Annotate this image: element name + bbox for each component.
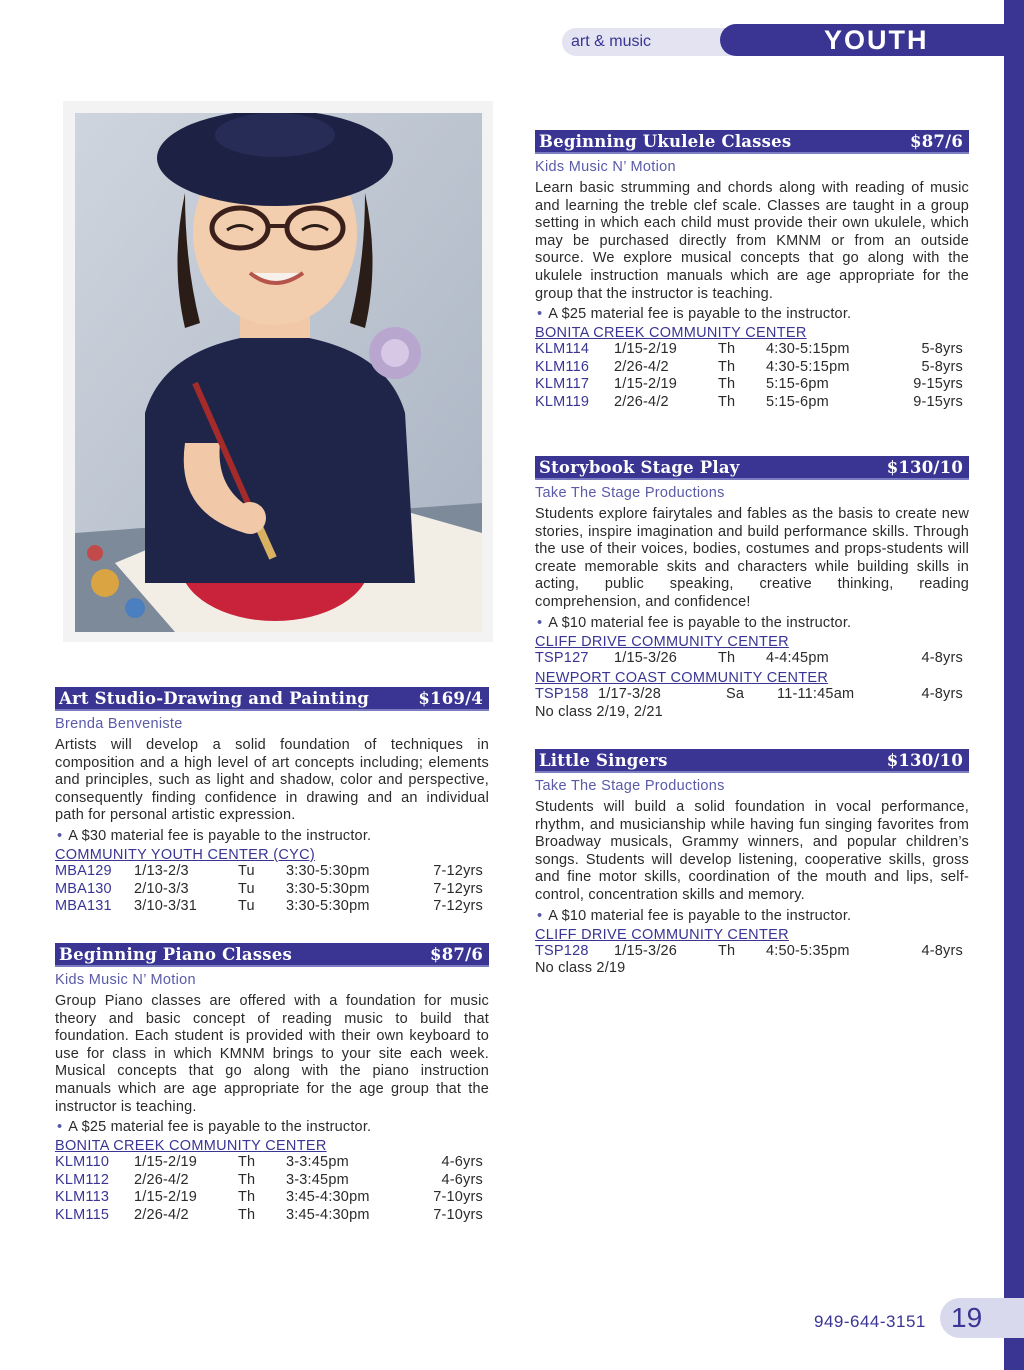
session-row: KLM119 2/26-4/2 Th 5:15-6pm 9-15yrs	[535, 393, 963, 410]
session-row: KLM117 1/15-2/19 Th 5:15-6pm 9-15yrs	[535, 376, 963, 393]
course-beginning-ukulele	[535, 130, 969, 412]
session-code[interactable]: KLM119	[535, 393, 590, 410]
location-link[interactable]: COMMUNITY YOUTH CENTER (CYC)	[55, 846, 316, 863]
course-price: $87/6	[910, 131, 963, 151]
session-code[interactable]: TSP128	[535, 942, 589, 959]
session-code[interactable]: TSP127	[535, 649, 589, 666]
material-fee: • A $25 material fee is payable to the instructor.	[57, 1119, 372, 1136]
course-beginning-piano	[55, 943, 489, 1225]
course-header	[55, 687, 489, 711]
session-code[interactable]: MBA129	[55, 862, 112, 879]
session-code[interactable]: KLM113	[55, 1189, 110, 1206]
course-description: Group Piano classes are offered with a foundation for music theory and basic concept of reading music to build that foundation. Each student is provided with their own keyboard to use for class in which KMNM brings to your site each week. Musical concepts that go along with the piano instruction manuals which are age appropriate for the age group that the instructor is teaching.	[55, 993, 489, 1115]
session-row: KLM115 2/26-4/2 Th 3:45-4:30pm 7-10yrs	[55, 1206, 483, 1223]
course-description: Artists will develop a solid foundation of techniques in composition and a high level of art concepts including; elements and principles, such as light and shadow, color and perspective, consequently finding confidence in drawing and an individual path for personal artistic expression.	[55, 737, 489, 824]
footer-phone: 949-644-3151	[814, 1312, 926, 1331]
course-instructor: Kids Music N’ Motion	[535, 159, 676, 175]
session-row: KLM110 1/15-2/19 Th 3-3:45pm 4-6yrs	[55, 1154, 483, 1171]
location-link[interactable]: NEWPORT COAST COMMUNITY CENTER	[535, 670, 829, 687]
session-code[interactable]: MBA131	[55, 898, 112, 915]
category-label: art & music	[571, 33, 652, 50]
schedule-note: No class 2/19, 2/21	[535, 703, 663, 720]
session-row: MBA130 2/10-3/3 Tu 3:30-5:30pm 7-12yrs	[55, 880, 483, 897]
course-storybook-stage-play	[535, 456, 969, 720]
session-row: TSP128 1/15-3/26 Th 4:50-5:35pm 4-8yrs	[535, 942, 963, 959]
course-description: Students will build a solid foundation in vocal performance, rhythm, and musicianship while having fun singing favorites from Broadway musicals, Grammy winners, and popular children’s songs. Students will develop listening, cooperative skills, gross and fine motor skills, coordination of the mouth and lips, self-control, concentration skills and memory.	[535, 799, 969, 903]
session-code[interactable]: KLM114	[535, 341, 590, 358]
course-price: $87/6	[430, 944, 483, 964]
location-link[interactable]: BONITA CREEK COMMUNITY CENTER	[55, 1138, 327, 1155]
course-title: Beginning Piano Classes	[59, 944, 292, 964]
session-row: KLM116 2/26-4/2 Th 4:30-5:15pm 5-8yrs	[535, 358, 963, 375]
course-description: Learn basic strumming and chords along with reading of music and learning the treble clef scale. Classes are taught in a group setting in which each child must provide their own ukulele, which may be purchased directly from KMNM or from an outside source. We explore musical concepts that go along with the ukulele instruction manuals which are age appropriate for the group that the instructor is teaching.	[535, 180, 969, 302]
session-code[interactable]: KLM115	[55, 1206, 110, 1223]
course-price: $130/10	[886, 750, 963, 770]
material-fee: • A $10 material fee is payable to the instructor.	[537, 614, 852, 631]
session-row: KLM114 1/15-2/19 Th 4:30-5:15pm 5-8yrs	[535, 341, 963, 358]
session-code[interactable]: MBA130	[55, 880, 112, 897]
session-row: KLM113 1/15-2/19 Th 3:45-4:30pm 7-10yrs	[55, 1189, 483, 1206]
course-price: $169/4	[418, 688, 483, 708]
course-header	[535, 749, 969, 773]
course-title: Little Singers	[539, 750, 668, 770]
location-link[interactable]: CLIFF DRIVE COMMUNITY CENTER	[535, 633, 789, 650]
location-link[interactable]: BONITA CREEK COMMUNITY CENTER	[535, 325, 807, 342]
session-code[interactable]: KLM116	[535, 358, 590, 375]
course-instructor: Take The Stage Productions	[535, 778, 725, 794]
session-code[interactable]: TSP158	[535, 686, 589, 703]
course-art-studio	[55, 687, 489, 916]
page-edge-bar	[1004, 0, 1024, 1370]
section-title: YOUTH	[824, 25, 929, 55]
location-link[interactable]: CLIFF DRIVE COMMUNITY CENTER	[535, 926, 789, 943]
page-number: 19	[951, 1302, 983, 1333]
course-instructor: Take The Stage Productions	[535, 485, 725, 501]
material-fee: • A $30 material fee is payable to the instructor.	[57, 827, 372, 844]
session-row: KLM112 2/26-4/2 Th 3-3:45pm 4-6yrs	[55, 1171, 483, 1188]
session-row: TSP158 1/17-3/28 Sa 11-11:45am 4-8yrs	[535, 686, 963, 703]
session-code[interactable]: KLM110	[55, 1154, 110, 1171]
course-title: Beginning Ukulele Classes	[539, 131, 792, 151]
session-code[interactable]: KLM112	[55, 1171, 110, 1188]
course-title: Art Studio-Drawing and Painting	[59, 688, 370, 708]
course-description: Students explore fairytales and fables as the basis to create new stories, inspire imagination and build performance skills. Through the use of their voices, bodies, costumes and props-students will create memorable skits and characters while building skills in acting, public speaking, creative thinking, reading comprehension, and confidence!	[535, 506, 969, 610]
child-painting-photo	[75, 113, 482, 632]
session-row: MBA129 1/13-2/3 Tu 3:30-5:30pm 7-12yrs	[55, 862, 483, 879]
material-fee: • A $25 material fee is payable to the instructor.	[537, 306, 852, 323]
session-row: TSP127 1/15-3/26 Th 4-4:45pm 4-8yrs	[535, 649, 963, 666]
course-price: $130/10	[886, 457, 963, 477]
session-code[interactable]: KLM117	[535, 376, 590, 393]
course-instructor: Kids Music N’ Motion	[55, 972, 196, 988]
schedule-note: No class 2/19	[535, 960, 626, 977]
course-header	[535, 130, 969, 154]
material-fee: • A $10 material fee is payable to the instructor.	[537, 907, 852, 924]
course-header	[55, 943, 489, 967]
course-little-singers	[535, 749, 969, 976]
course-header	[535, 456, 969, 480]
session-row: MBA131 3/10-3/31 Tu 3:30-5:30pm 7-12yrs	[55, 898, 483, 915]
course-instructor: Brenda Benveniste	[55, 716, 183, 732]
course-title: Storybook Stage Play	[539, 457, 740, 477]
